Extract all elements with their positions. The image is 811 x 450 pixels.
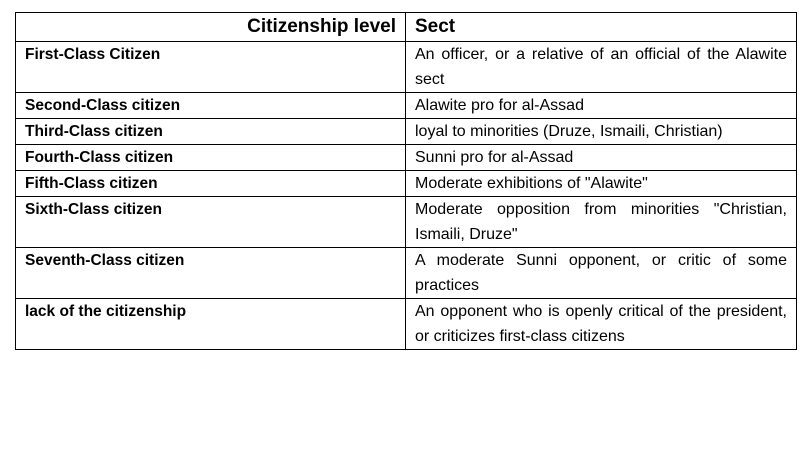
- sect-cell: A moderate Sunni opponent, or critic of some practices: [406, 248, 797, 299]
- citizenship-level-cell: Sixth-Class citizen: [16, 197, 406, 248]
- citizenship-level-cell: Fourth-Class citizen: [16, 145, 406, 171]
- citizenship-table: [15, 12, 797, 350]
- table-row: [16, 93, 797, 119]
- sect-cell: An officer, or a relative of an official of the Alawite sect: [406, 42, 797, 93]
- sect-cell: Moderate exhibitions of "Alawite": [406, 171, 797, 197]
- sect-cell: Alawite pro for al-Assad: [406, 93, 797, 119]
- citizenship-level-cell: First-Class Citizen: [16, 42, 406, 93]
- citizenship-level-cell: Seventh-Class citizen: [16, 248, 406, 299]
- citizenship-level-cell: Third-Class citizen: [16, 119, 406, 145]
- citizenship-level-cell: Fifth-Class citizen: [16, 171, 406, 197]
- sect-cell: An opponent who is openly critical of the president, or criticizes first-class citizens: [406, 299, 797, 350]
- sect-cell: Moderate opposition from minorities "Christian, Ismaili, Druze": [406, 197, 797, 248]
- sect-cell: Sunni pro for al-Assad: [406, 145, 797, 171]
- table-row: [16, 171, 797, 197]
- table-row: [16, 119, 797, 145]
- header-sect: Sect: [406, 13, 797, 42]
- table-row: [16, 299, 797, 350]
- header-citizenship-level: Citizenship level: [16, 13, 406, 42]
- citizenship-level-cell: Second-Class citizen: [16, 93, 406, 119]
- table-row: [16, 42, 797, 93]
- table-row: [16, 248, 797, 299]
- table-row: [16, 197, 797, 248]
- sect-cell: loyal to minorities (Druze, Ismaili, Christian): [406, 119, 797, 145]
- table-header-row: [16, 13, 797, 42]
- citizenship-level-cell: lack of the citizenship: [16, 299, 406, 350]
- table-row: [16, 145, 797, 171]
